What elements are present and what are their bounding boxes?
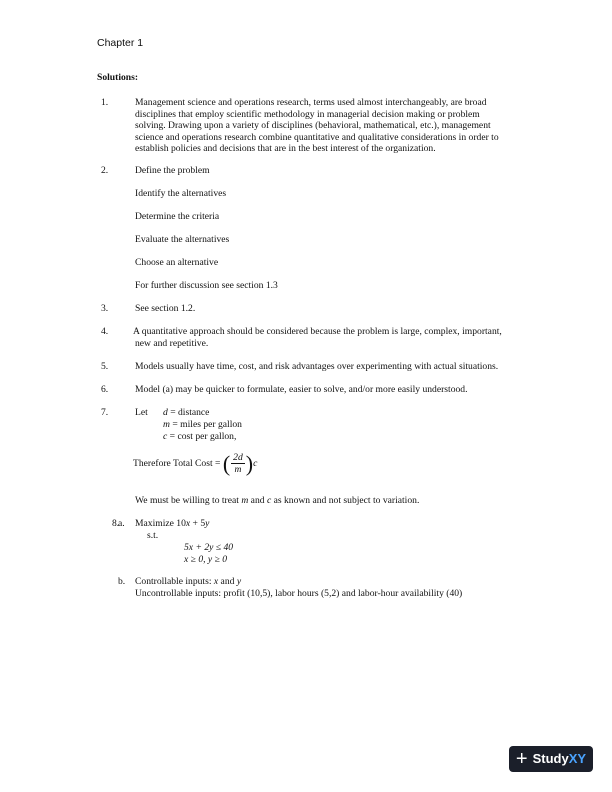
assumption-text: as known and not subject to variation. xyxy=(271,495,420,506)
def-m: = miles per gallon xyxy=(169,419,242,430)
step-evaluate: Evaluate the alternatives xyxy=(135,234,230,245)
assumption-text: and xyxy=(248,495,267,506)
answer-1-line: disciplines that employ scientific methodology in managerial decision making or problem xyxy=(135,108,480,120)
definition-m xyxy=(163,419,242,431)
uncontrollable-inputs: Uncontrollable inputs: profit (10,5), labor hours (5,2) and labor-hour availability (40) xyxy=(135,588,463,599)
answer-5: Models usually have time, cost, and risk advantages over experimenting with actual situations. xyxy=(135,361,499,372)
var-d: d xyxy=(163,407,168,418)
assumption-note xyxy=(135,495,419,507)
answer-4-line2: new and repetitive. xyxy=(135,338,209,349)
item-number-8: 8. xyxy=(112,518,120,529)
and-text: and xyxy=(218,576,237,587)
part-b-label: b. xyxy=(118,576,126,587)
var-c: c xyxy=(163,431,168,442)
constraint-labor: 5x + 2y ≤ 40 xyxy=(184,542,234,553)
answer-3: See section 1.2. xyxy=(135,303,196,314)
answer-6: Model (a) may be quicker to formulate, easier to solve, and/or more easily understood. xyxy=(135,384,468,395)
studyxy-badge[interactable] xyxy=(509,746,593,772)
solutions-heading: Solutions: xyxy=(97,72,139,83)
brand-text: Study xyxy=(532,751,569,767)
right-paren: ) xyxy=(245,451,254,476)
left-paren: ( xyxy=(222,451,231,476)
item-number-3: 3. xyxy=(101,303,109,314)
total-cost-equation xyxy=(133,452,257,476)
fraction-numerator: 2d xyxy=(233,452,243,463)
chapter-title: Chapter 1 xyxy=(97,37,144,49)
brand-accent: XY xyxy=(568,751,587,767)
definition-c xyxy=(163,431,236,443)
step-identify: Identify the alternatives xyxy=(135,188,227,199)
brand-name xyxy=(533,753,586,765)
answer-1-line: Management science and operations research, terms used almost interchangeably, are broad xyxy=(135,97,487,108)
total-cost-label: Therefore Total Cost = xyxy=(133,458,221,470)
plus-term: + 5 xyxy=(190,518,206,529)
step-define: Define the problem xyxy=(135,165,210,176)
fraction xyxy=(231,452,245,476)
var-x: x xyxy=(213,576,219,587)
answer-4-line1: A quantitative approach should be considered because the problem is large, complex, important, xyxy=(133,326,502,337)
var-y: y xyxy=(205,518,210,529)
var-m: m xyxy=(163,419,170,430)
step-choose: Choose an alternative xyxy=(135,257,219,268)
controllable-inputs xyxy=(135,576,241,588)
step-criteria: Determine the criteria xyxy=(135,211,220,222)
item-number-7: 7. xyxy=(101,407,109,418)
let-label: Let xyxy=(135,407,148,418)
assumption-var-m: m xyxy=(241,495,249,506)
assumption-text: We must be willing to treat xyxy=(135,495,242,506)
def-d: = distance xyxy=(167,407,210,418)
controllable-label: Controllable inputs: xyxy=(135,576,214,587)
maximize-text: Maximize 10 xyxy=(135,518,186,529)
answer-1-line: science and operations research combine quantitative and qualitative considerations in order to xyxy=(135,131,499,143)
answer-1-line: establish policies and decisions that are in the best interest of the organization. xyxy=(135,143,436,155)
constraint-nonnegativity: x ≥ 0, y ≥ 0 xyxy=(184,554,228,565)
assumption-var-c: c xyxy=(266,495,272,506)
answer-1 xyxy=(135,97,530,155)
answer-1-line: solving. Drawing upon a variety of disciplines (behavioral, mathematical, etc.), management xyxy=(135,120,491,132)
item-number-5: 5. xyxy=(101,361,109,372)
item-number-1: 1. xyxy=(101,97,109,108)
objective-function xyxy=(135,518,209,530)
part-a-label: a. xyxy=(118,518,125,529)
var-y: y xyxy=(236,576,242,587)
subject-to: s.t. xyxy=(147,530,159,541)
further-discussion-note: For further discussion see section 1.3 xyxy=(135,280,278,291)
item-number-4: 4. xyxy=(101,326,109,337)
plus-icon: + xyxy=(515,748,528,770)
definition-d xyxy=(163,407,209,419)
item-number-6: 6. xyxy=(101,384,109,395)
cost-factor: c xyxy=(253,458,258,470)
var-x: x xyxy=(185,518,191,529)
def-c: = cost per gallon, xyxy=(167,431,237,442)
fraction-denominator: m xyxy=(234,464,242,475)
item-number-2: 2. xyxy=(101,165,109,176)
